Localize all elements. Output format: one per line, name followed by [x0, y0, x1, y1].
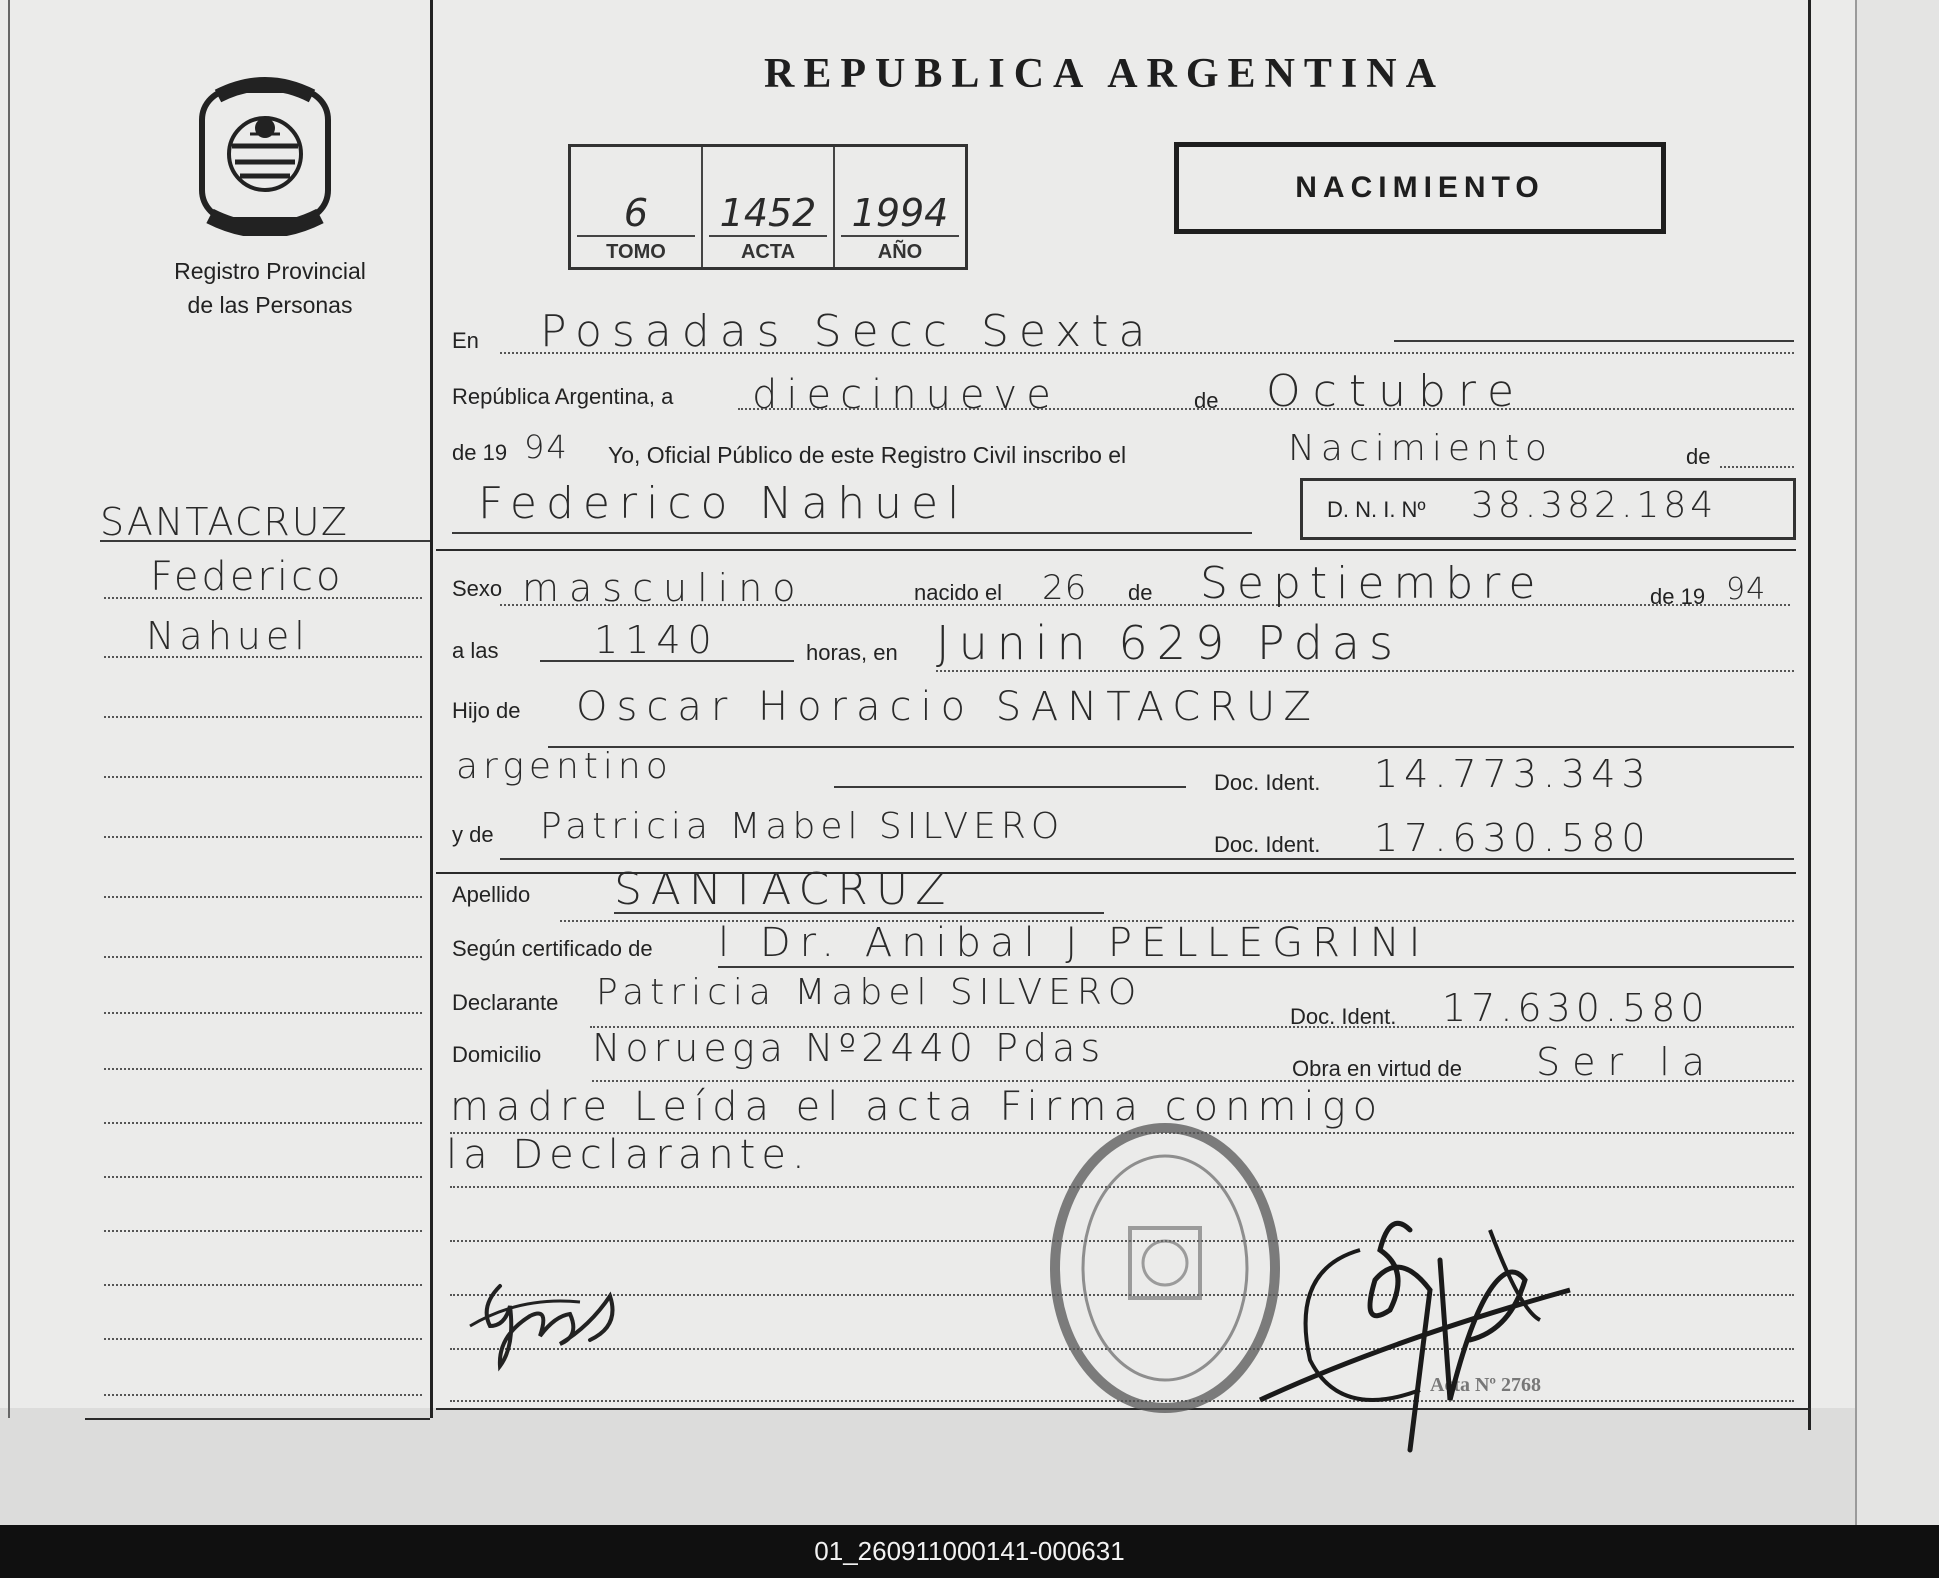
padre-doc-label: Doc. Ident. — [1214, 770, 1321, 795]
declarante-doc-value: 17.630.580 — [1442, 986, 1710, 1030]
hijo-label: Hijo de — [452, 698, 521, 723]
ano-label: AÑO — [877, 241, 923, 263]
record-number-box — [568, 144, 968, 270]
madre-doc-value: 17.630.580 — [1374, 816, 1652, 860]
ano-value: 1994 — [851, 191, 949, 235]
lugar-value: Junin 629 Pdas — [936, 616, 1402, 670]
continuation-line-1: madre Leída el acta Firma conmigo — [450, 1084, 1385, 1130]
oficial-label: Yo, Oficial Público de este Registro Civil inscribo el — [608, 442, 1127, 468]
obra-value: Ser la — [1536, 1040, 1718, 1084]
hora-value: 1140 — [594, 618, 719, 662]
domicilio-label: Domicilio — [452, 1042, 542, 1067]
year-value: 94 — [524, 428, 569, 466]
madre-doc-label: Doc. Ident. — [1214, 832, 1321, 857]
en-label: En — [452, 328, 479, 353]
country-title: REPUBLICA ARGENTINA — [764, 51, 1445, 97]
republica-label: República Argentina, a — [452, 384, 674, 409]
de19-label: de 19 — [452, 440, 508, 465]
sexo-label: Sexo — [452, 576, 503, 601]
margin-second-name: Nahuel — [146, 614, 310, 658]
declarante-value: Patricia Mabel SILVERO — [596, 972, 1143, 1013]
en-value: Posadas Secc Sexta — [540, 306, 1156, 357]
registry-line-1: Registro Provincial — [174, 258, 366, 284]
yde-label: y de — [452, 822, 494, 847]
apellido-label: Apellido — [452, 882, 531, 907]
continuation-line-2: la Declarante. — [446, 1132, 811, 1178]
acto-value: Nacimiento — [1288, 428, 1553, 469]
padre-nacionalidad-value: argentino — [456, 746, 673, 787]
tomo-value: 6 — [623, 191, 649, 235]
alas-label: a las — [452, 638, 499, 663]
dni-value: 38.382.184 — [1471, 485, 1718, 526]
section-rule-1 — [436, 549, 1796, 551]
provincial-seal — [190, 76, 340, 236]
horas-label: horas, en — [806, 640, 898, 665]
nacimiento-mes-value: Septiembre — [1200, 558, 1545, 609]
declarante-label: Declarante — [452, 990, 559, 1015]
acta-label: ACTA — [740, 241, 796, 263]
nombre-value: Federico Nahuel — [478, 478, 969, 529]
dia-value: diecinueve — [752, 372, 1060, 418]
ano-cell — [835, 147, 965, 267]
de-label-2: de — [1686, 444, 1711, 469]
margin-divider — [430, 0, 433, 1418]
certificado-value: l Dr. Anibal J PELLEGRINI — [718, 920, 1430, 966]
acta-cell — [703, 147, 835, 267]
certificado-label: Según certificado de — [452, 936, 653, 961]
registry-name — [130, 254, 410, 322]
padre-value: Oscar Horacio SANTACRUZ — [576, 684, 1320, 730]
obra-label: Obra en virtud de — [1292, 1056, 1462, 1081]
dni-label: D. N. I. Nº — [1327, 497, 1426, 522]
margin-surname: SANTACRUZ — [100, 500, 349, 544]
left-border — [8, 0, 10, 1418]
acta-value: 1452 — [719, 191, 817, 235]
record-type: NACIMIENTO — [1295, 171, 1545, 204]
nacimiento-dia-value: 26 — [1042, 568, 1088, 608]
declarant-signature — [460, 1256, 640, 1376]
tomo-cell — [571, 147, 703, 267]
mes-value: Octubre — [1266, 366, 1527, 417]
official-signature — [1240, 1190, 1600, 1460]
tomo-label: TOMO — [606, 241, 666, 263]
right-border — [1808, 0, 1811, 1430]
bottom-border-left — [85, 1418, 430, 1420]
nacimiento-year-value: 94 — [1726, 572, 1767, 607]
de-label-3: de — [1128, 580, 1153, 605]
de-label: de — [1194, 388, 1219, 413]
official-stamp-text: Acta Nº 2768 — [1430, 1374, 1542, 1396]
de19-label-2: de 19 — [1650, 584, 1706, 609]
sexo-value: masculino — [522, 566, 806, 610]
page-shadow — [0, 1408, 1939, 1525]
madre-value: Patricia Mabel SILVERO — [540, 806, 1065, 847]
adjacent-page — [1855, 0, 1939, 1525]
record-type-box — [1174, 142, 1666, 234]
declarante-doc-label: Doc. Ident. — [1290, 1004, 1397, 1029]
registry-line-2: de las Personas — [187, 292, 353, 318]
dni-box — [1300, 478, 1796, 540]
image-code: 01_260911000141-000631 — [814, 1536, 1125, 1566]
margin-first-name: Federico — [150, 554, 344, 600]
domicilio-value: Noruega Nº2440 Pdas — [592, 1026, 1106, 1070]
apellido-value: SANTACRUZ — [614, 864, 954, 915]
padre-doc-value: 14.773.343 — [1374, 752, 1652, 796]
nacido-label: nacido el — [914, 580, 1003, 605]
